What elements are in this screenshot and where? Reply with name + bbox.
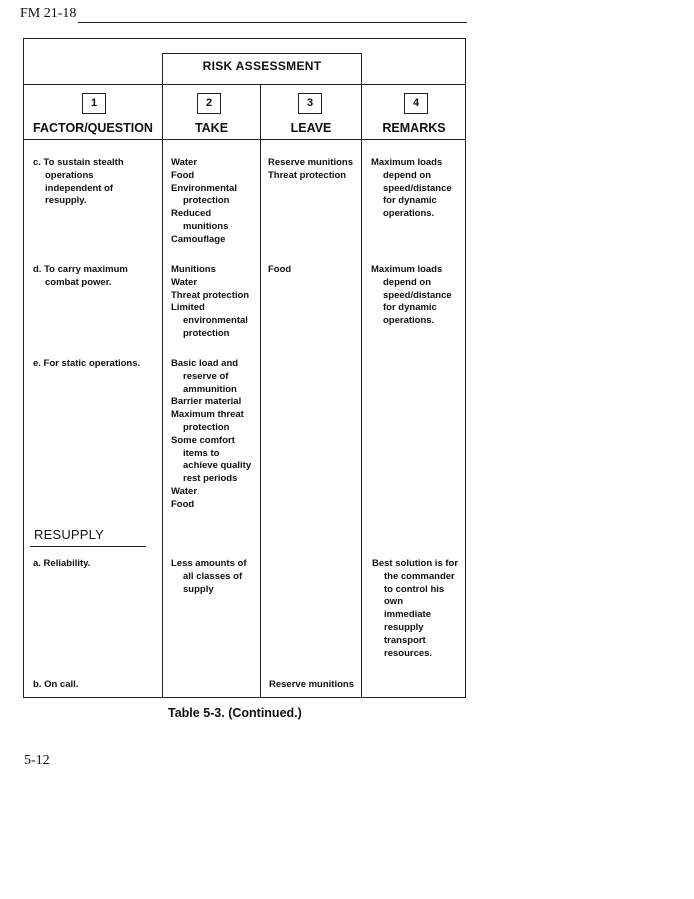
column-number-3: 3 <box>298 93 322 114</box>
row-a-take: Less amounts of all classes of supply <box>171 558 247 595</box>
column-divider-take-leave <box>260 85 261 698</box>
table-caption: Table 5-3. (Continued.) <box>168 706 302 720</box>
column-header-remarks: REMARKS <box>382 121 446 135</box>
row-e-factor: e. For static operations. <box>33 358 141 369</box>
column-header-rule <box>23 139 466 140</box>
row-c-factor: c. To sustain stealth operations independent of resupply. <box>33 157 124 207</box>
column-divider-take-left <box>162 53 163 698</box>
column-header-take: TAKE <box>194 121 229 135</box>
column-header-factor: FACTOR/QUESTION <box>33 121 153 135</box>
header-divider <box>23 84 466 85</box>
row-d-remarks: Maximum loads depend on speed/distance for dynamic operations. <box>371 264 452 327</box>
column-number-2: 2 <box>197 93 221 114</box>
row-c-remarks: Maximum loads depend on speed/distance for dynamic operations. <box>371 157 452 220</box>
header-rule <box>78 22 467 23</box>
risk-assessment-top-rule <box>162 53 362 54</box>
row-c-leave: Reserve munitions Threat protection <box>268 157 353 181</box>
section-heading-underline <box>30 546 146 547</box>
running-header: FM 21-18 <box>20 6 77 21</box>
row-d-leave: Food <box>268 264 292 275</box>
risk-assessment-title: RISK ASSESSMENT <box>202 59 322 73</box>
row-d-take: Munitions Water Threat protection Limited environmental protection <box>171 264 250 339</box>
section-heading-resupply: RESUPPLY <box>34 527 104 542</box>
column-header-leave: LEAVE <box>290 121 332 135</box>
row-d-factor: d. To carry maximum combat power. <box>33 264 128 288</box>
row-a-remarks: Best solution is for the commander to control his own immediate resupply transport resources. <box>372 558 459 659</box>
column-number-4: 4 <box>404 93 428 114</box>
column-divider-leave-right <box>361 53 362 698</box>
row-b-factor: b. On call. <box>33 679 79 690</box>
row-c-take: Water Food Environmental protection Reduced munitions Camouflage <box>171 157 237 245</box>
page-number: 5-12 <box>24 753 50 768</box>
row-a-factor: a. Reliability. <box>33 558 91 569</box>
column-number-1: 1 <box>82 93 106 114</box>
row-e-take: Basic load and reserve of ammunition Barrier material Maximum threat protection Some comfort items to achieve quality rest periods Water Food <box>171 358 252 510</box>
row-b-leave: Reserve munitions <box>269 679 354 690</box>
